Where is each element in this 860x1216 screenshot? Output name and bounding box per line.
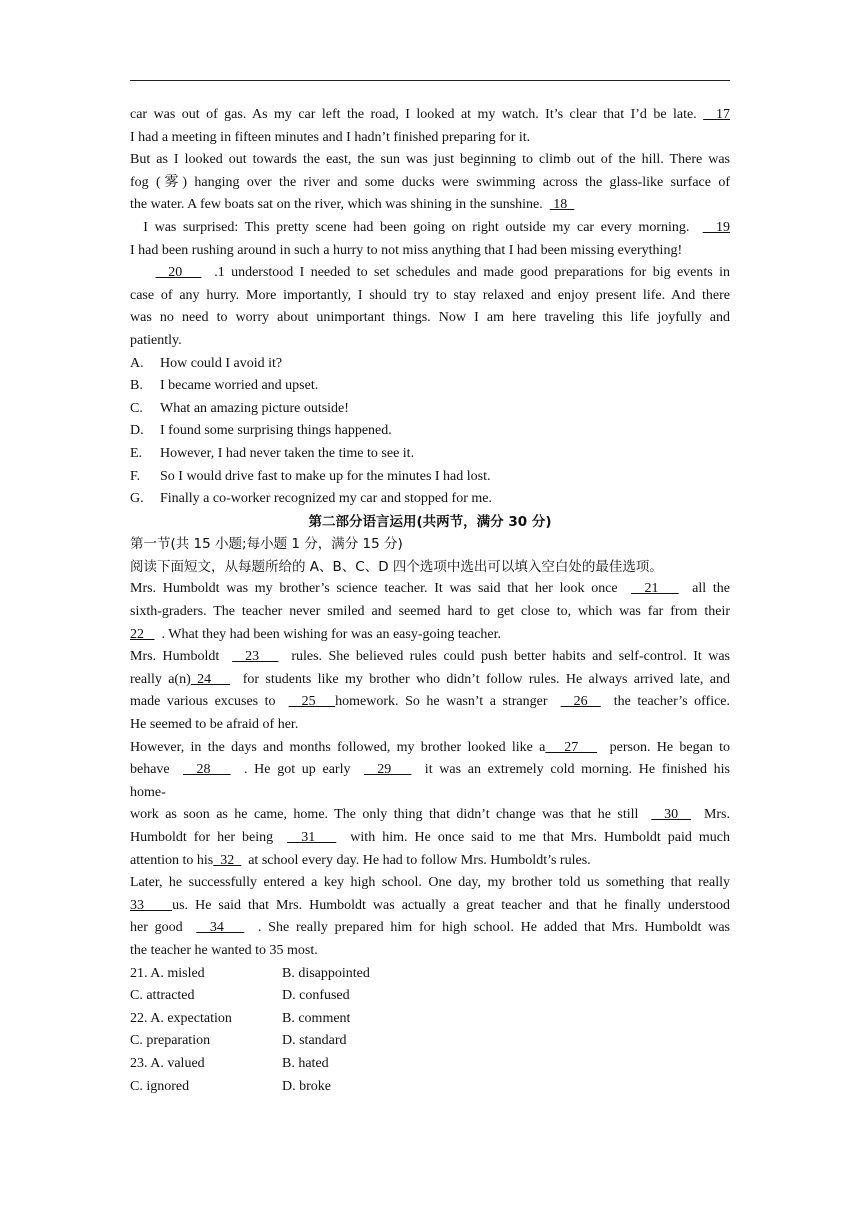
option-letter: G. xyxy=(130,491,144,507)
text-run: . She really prepared him for high school. He added that Mrs. Humboldt was xyxy=(244,920,730,936)
text-run: really a(n) xyxy=(130,671,191,687)
text-run: sixth-graders. The teacher never smiled and seemed hard to get close to, which was far from their xyxy=(130,604,730,620)
text-run: fog (雾) hanging over the river and some ducks were swimming across the glass-like surface of xyxy=(130,174,730,190)
text-run: rules. She believed rules could push better habits and self-control. It was xyxy=(278,649,730,665)
text-run: home- xyxy=(130,784,166,800)
option-line xyxy=(130,443,730,466)
blank-number: 17 xyxy=(703,107,730,122)
option-letter: D. xyxy=(130,423,144,439)
text-run: it was an extremely cold morning. He finished his xyxy=(411,762,730,778)
text-run: I had been rushing around in such a hurry to not miss anything that I had been missing everything! xyxy=(130,242,683,258)
text-line xyxy=(130,691,730,714)
blank-number: 28 xyxy=(183,762,231,778)
option-line xyxy=(130,420,730,443)
answer-choice: D. standard xyxy=(282,1033,347,1049)
text-run: the water. A few boats sat on the river, which was shining in the sunshine. xyxy=(130,197,550,213)
text-run: However, I had never taken the time to see it. xyxy=(160,445,415,461)
blank-number: 21 xyxy=(631,581,679,597)
text-run: How could I avoid it? xyxy=(160,355,283,371)
option-letter: B. xyxy=(130,378,143,394)
blank-number: 23 xyxy=(232,649,279,665)
text-run: .1 understood I needed to set schedules and made good preparations for big events in xyxy=(201,265,730,281)
blank-number: 26 xyxy=(560,694,601,710)
text-run: case of any hurry. More importantly, I should try to stay relaxed and enjoy present life. And there xyxy=(130,287,730,303)
text-run: Mrs. Humboldt xyxy=(130,649,233,665)
text-line xyxy=(130,737,730,760)
option-letter: E. xyxy=(130,445,143,461)
text-line xyxy=(130,917,730,940)
text-run: homework. So he wasn’t a stranger xyxy=(335,694,561,710)
answer-choice: B. comment xyxy=(282,1010,351,1026)
text-run: attention to his xyxy=(130,852,214,868)
text-line xyxy=(130,149,730,172)
text-run: car was out of gas. As my car left the road, I looked at my watch. It’s clear that I’d be late. xyxy=(130,107,704,122)
text-run: 第二部分语言运用(共两节，满分 30 分) xyxy=(308,513,552,530)
blank-number: 19 xyxy=(702,219,730,235)
text-run: I was surprised: This pretty scene had been going on right outside my car every morning. xyxy=(130,219,703,235)
text-run: Humboldt for her being xyxy=(130,830,288,845)
option-letter: A. xyxy=(130,355,144,371)
text-run: I found some surprising things happened. xyxy=(160,423,392,439)
answer-choice: B. disappointed xyxy=(282,965,370,981)
text-run: patiently. xyxy=(130,332,182,348)
blank-number: 33 xyxy=(130,897,173,913)
answer-choice: B. hated xyxy=(282,1055,329,1071)
text-line xyxy=(130,804,730,827)
answer-choice: C. ignored xyxy=(130,1078,190,1094)
text-run xyxy=(130,265,156,280)
text-run: behave xyxy=(130,762,184,778)
text-run: Mrs. xyxy=(691,807,730,823)
text-line xyxy=(130,172,730,195)
blank-number: 24 xyxy=(190,671,231,687)
text-line xyxy=(130,714,730,737)
text-line xyxy=(130,285,730,308)
blank-number: 27 xyxy=(545,739,598,755)
answer-choice: 22. A. expectation xyxy=(130,1010,232,1026)
text-run: the teacher he wanted to 35 most. xyxy=(130,942,318,958)
answer-choice-row xyxy=(130,963,730,986)
text-run: with him. He once said to me that Mrs. Humboldt paid much xyxy=(336,830,730,845)
text-run: all the xyxy=(678,581,730,597)
text-run: the teacher’s office. xyxy=(600,694,730,710)
text-line xyxy=(130,578,730,601)
answer-choice-row xyxy=(130,1053,730,1076)
text-line xyxy=(130,127,730,150)
blank-number: 29 xyxy=(363,762,412,778)
option-letter: F. xyxy=(130,468,141,484)
answer-choice-row xyxy=(130,985,730,1008)
text-run: Later, he successfully entered a key high school. One day, my brother told us something that really xyxy=(130,875,730,891)
text-line xyxy=(130,240,730,263)
blank-number: 22 xyxy=(130,626,155,642)
answer-choice-row xyxy=(130,1076,730,1099)
text-line xyxy=(130,759,730,782)
text-line xyxy=(130,895,730,918)
answer-choice: 23. A. valued xyxy=(130,1055,205,1071)
option-line xyxy=(130,488,730,511)
text-line xyxy=(130,782,730,805)
text-run: What an amazing picture outside! xyxy=(160,400,349,416)
text-line xyxy=(130,669,730,692)
blank-number: 18 xyxy=(549,197,575,213)
text-run: But as I looked out towards the east, the sun was just beginning to climb out of the hill. There was xyxy=(130,152,730,168)
text-run: Mrs. Humboldt was my brother’s science teacher. It was said that her look once xyxy=(130,581,632,597)
option-line xyxy=(130,466,730,489)
text-run: was no need to worry about unimportant things. Now I am here traveling this life joyfully and xyxy=(130,310,730,326)
text-run: I had a meeting in fifteen minutes and I hadn’t finished preparing for it. xyxy=(130,129,531,145)
text-line xyxy=(130,330,730,353)
blank-number: 32 xyxy=(213,852,242,868)
text-run: at school every day. He had to follow Mrs. Humboldt’s rules. xyxy=(241,852,591,868)
text-run: So I would drive fast to make up for the minutes I had lost. xyxy=(160,468,491,484)
text-run: 第一节(共 15 小题;每小题 1 分，满分 15 分) xyxy=(130,536,403,553)
text-run: her good xyxy=(130,920,197,936)
text-run: However, in the days and months followed, my brother looked like a xyxy=(130,739,546,755)
text-run: made various excuses to xyxy=(130,694,289,710)
text-line xyxy=(130,533,730,556)
blank-number: 31 xyxy=(287,830,337,845)
text-line xyxy=(130,104,730,127)
text-run: Finally a co-worker recognized my car and stopped for me. xyxy=(160,491,492,507)
option-line xyxy=(130,353,730,376)
blank-number: 30 xyxy=(651,807,692,823)
option-letter: C. xyxy=(130,400,143,416)
text-run: for students like my brother who didn’t follow rules. He always arrived late, and xyxy=(230,671,730,687)
text-line xyxy=(130,646,730,669)
answer-choice: D. confused xyxy=(282,988,350,1004)
text-run: He seemed to be afraid of her. xyxy=(130,717,299,733)
option-line xyxy=(130,398,730,421)
blank-number: 34 xyxy=(196,920,245,936)
header-rule xyxy=(130,80,730,81)
text-line xyxy=(130,850,730,873)
blank-number: 20 xyxy=(155,265,202,281)
answer-choice: D. broke xyxy=(282,1078,331,1094)
text-run: work as soon as he came, home. The only thing that didn’t change was that he still xyxy=(130,807,652,823)
text-run: I became worried and upset. xyxy=(160,378,319,394)
text-line xyxy=(130,217,730,240)
text-line xyxy=(130,827,730,850)
text-line xyxy=(130,511,730,534)
text-line xyxy=(130,601,730,624)
text-run: . He got up early xyxy=(230,762,364,778)
text-line xyxy=(130,872,730,895)
text-run: person. He began to xyxy=(597,739,730,755)
text-run: us. He said that Mrs. Humboldt was actually a great teacher and that he finally understood xyxy=(172,897,730,913)
option-line xyxy=(130,375,730,398)
text-run: 阅读下面短文，从每题所给的 A、B、C、D 四个选项中选出可以填入空白处的最佳选项。 xyxy=(130,558,663,575)
text-line xyxy=(130,307,730,330)
answer-choice: 21. A. misled xyxy=(130,965,205,981)
text-line xyxy=(130,624,730,647)
text-line xyxy=(130,940,730,963)
text-line xyxy=(130,556,730,579)
blank-number: 25 xyxy=(288,694,336,710)
text-run: . What they had been wishing for was an easy-going teacher. xyxy=(154,626,502,642)
text-line xyxy=(130,262,730,285)
answer-choice: C. attracted xyxy=(130,988,195,1004)
text-line xyxy=(130,194,730,217)
answer-choice: C. preparation xyxy=(130,1033,211,1049)
answer-choice-row xyxy=(130,1030,730,1053)
document-body xyxy=(130,104,730,1098)
answer-choice-row xyxy=(130,1008,730,1031)
